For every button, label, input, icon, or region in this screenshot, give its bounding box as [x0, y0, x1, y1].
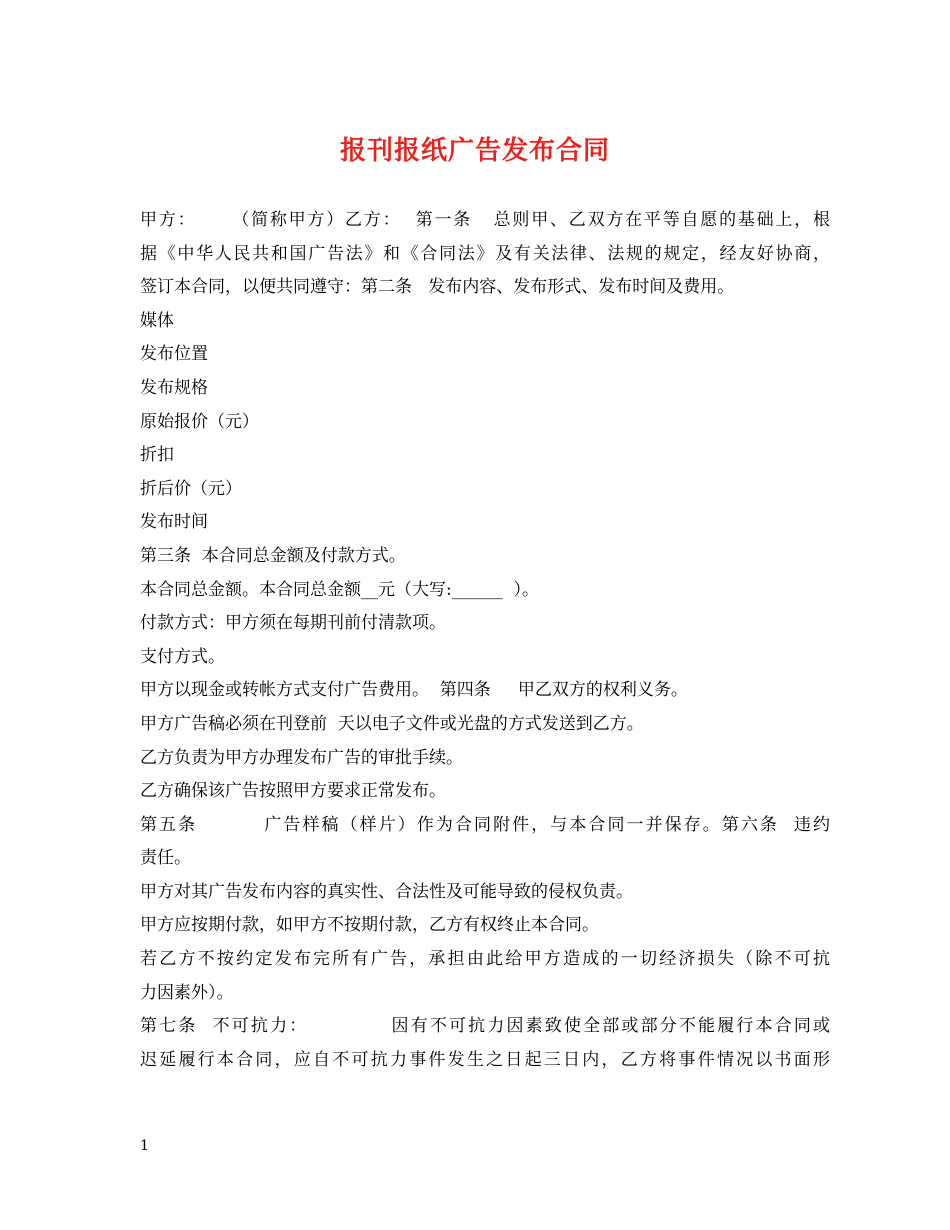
- page-number: 1: [140, 1138, 149, 1154]
- body-line: 签订本合同，以便共同遵守：第二条 发布内容、发布形式、发布时间及费用。: [140, 277, 735, 298]
- body-line: 责任。: [140, 848, 191, 869]
- body-line: 发布规格: [140, 377, 208, 398]
- body-line: 原始报价（元）: [140, 411, 259, 432]
- body-line: 发布时间: [140, 512, 208, 533]
- contract-body: [140, 204, 830, 1077]
- body-line: 甲方广告稿必须在刊登前 天以电子文件或光盘的方式发送到乙方。: [140, 713, 644, 734]
- body-line: 乙方确保该广告按照甲方要求正常发布。: [140, 781, 446, 802]
- body-line: 媒体: [140, 310, 174, 331]
- body-line: 本合同总金额。本合同总金额__元（大写:______ ）。: [140, 579, 540, 600]
- body-line: 乙方负责为甲方办理发布广告的审批手续。: [140, 747, 463, 768]
- document-title: 报刊报纸广告发布合同: [339, 136, 610, 166]
- body-line: 第五条 广告样稿（样片）作为合同附件，与本合同一并保存。第六条 违约: [140, 814, 830, 835]
- body-line: 折扣: [140, 445, 174, 466]
- body-line: 第三条 本合同总金额及付款方式。: [140, 545, 406, 566]
- body-line: 付款方式：甲方须在每期刊前付清款项。: [140, 613, 446, 634]
- body-line: 若乙方不按约定发布完所有广告，承担由此给甲方造成的一切经济损失（除不可抗: [140, 949, 830, 970]
- body-line: 甲方： （简称甲方）乙方： 第一条 总则甲、乙双方在平等自愿的基础上，根: [140, 210, 830, 230]
- body-line: 力因素外）。: [140, 982, 234, 1003]
- body-line: 支付方式。: [140, 646, 225, 667]
- body-line: 甲方对其广告发布内容的真实性、合法性及可能导致的侵权负责。: [140, 881, 633, 902]
- body-line: 迟延履行本合同，应自不可抗力事件发生之日起三日内，乙方将事件情况以书面形: [140, 1049, 830, 1070]
- body-line: 第七条 不可抗力： 因有不可抗力因素致使全部或部分不能履行本合同或: [140, 1016, 830, 1037]
- body-line: 据《中华人民共和国广告法》和《合同法》及有关法律、法规的规定，经友好协商，: [140, 243, 830, 264]
- body-line: 甲方以现金或转帐方式支付广告费用。 第四条 甲乙双方的权利义务。: [140, 680, 688, 701]
- body-line: 发布位置: [140, 344, 208, 365]
- body-line: 折后价（元）: [140, 478, 242, 499]
- body-line: 甲方应按期付款，如甲方不按期付款，乙方有权终止本合同。: [140, 915, 599, 936]
